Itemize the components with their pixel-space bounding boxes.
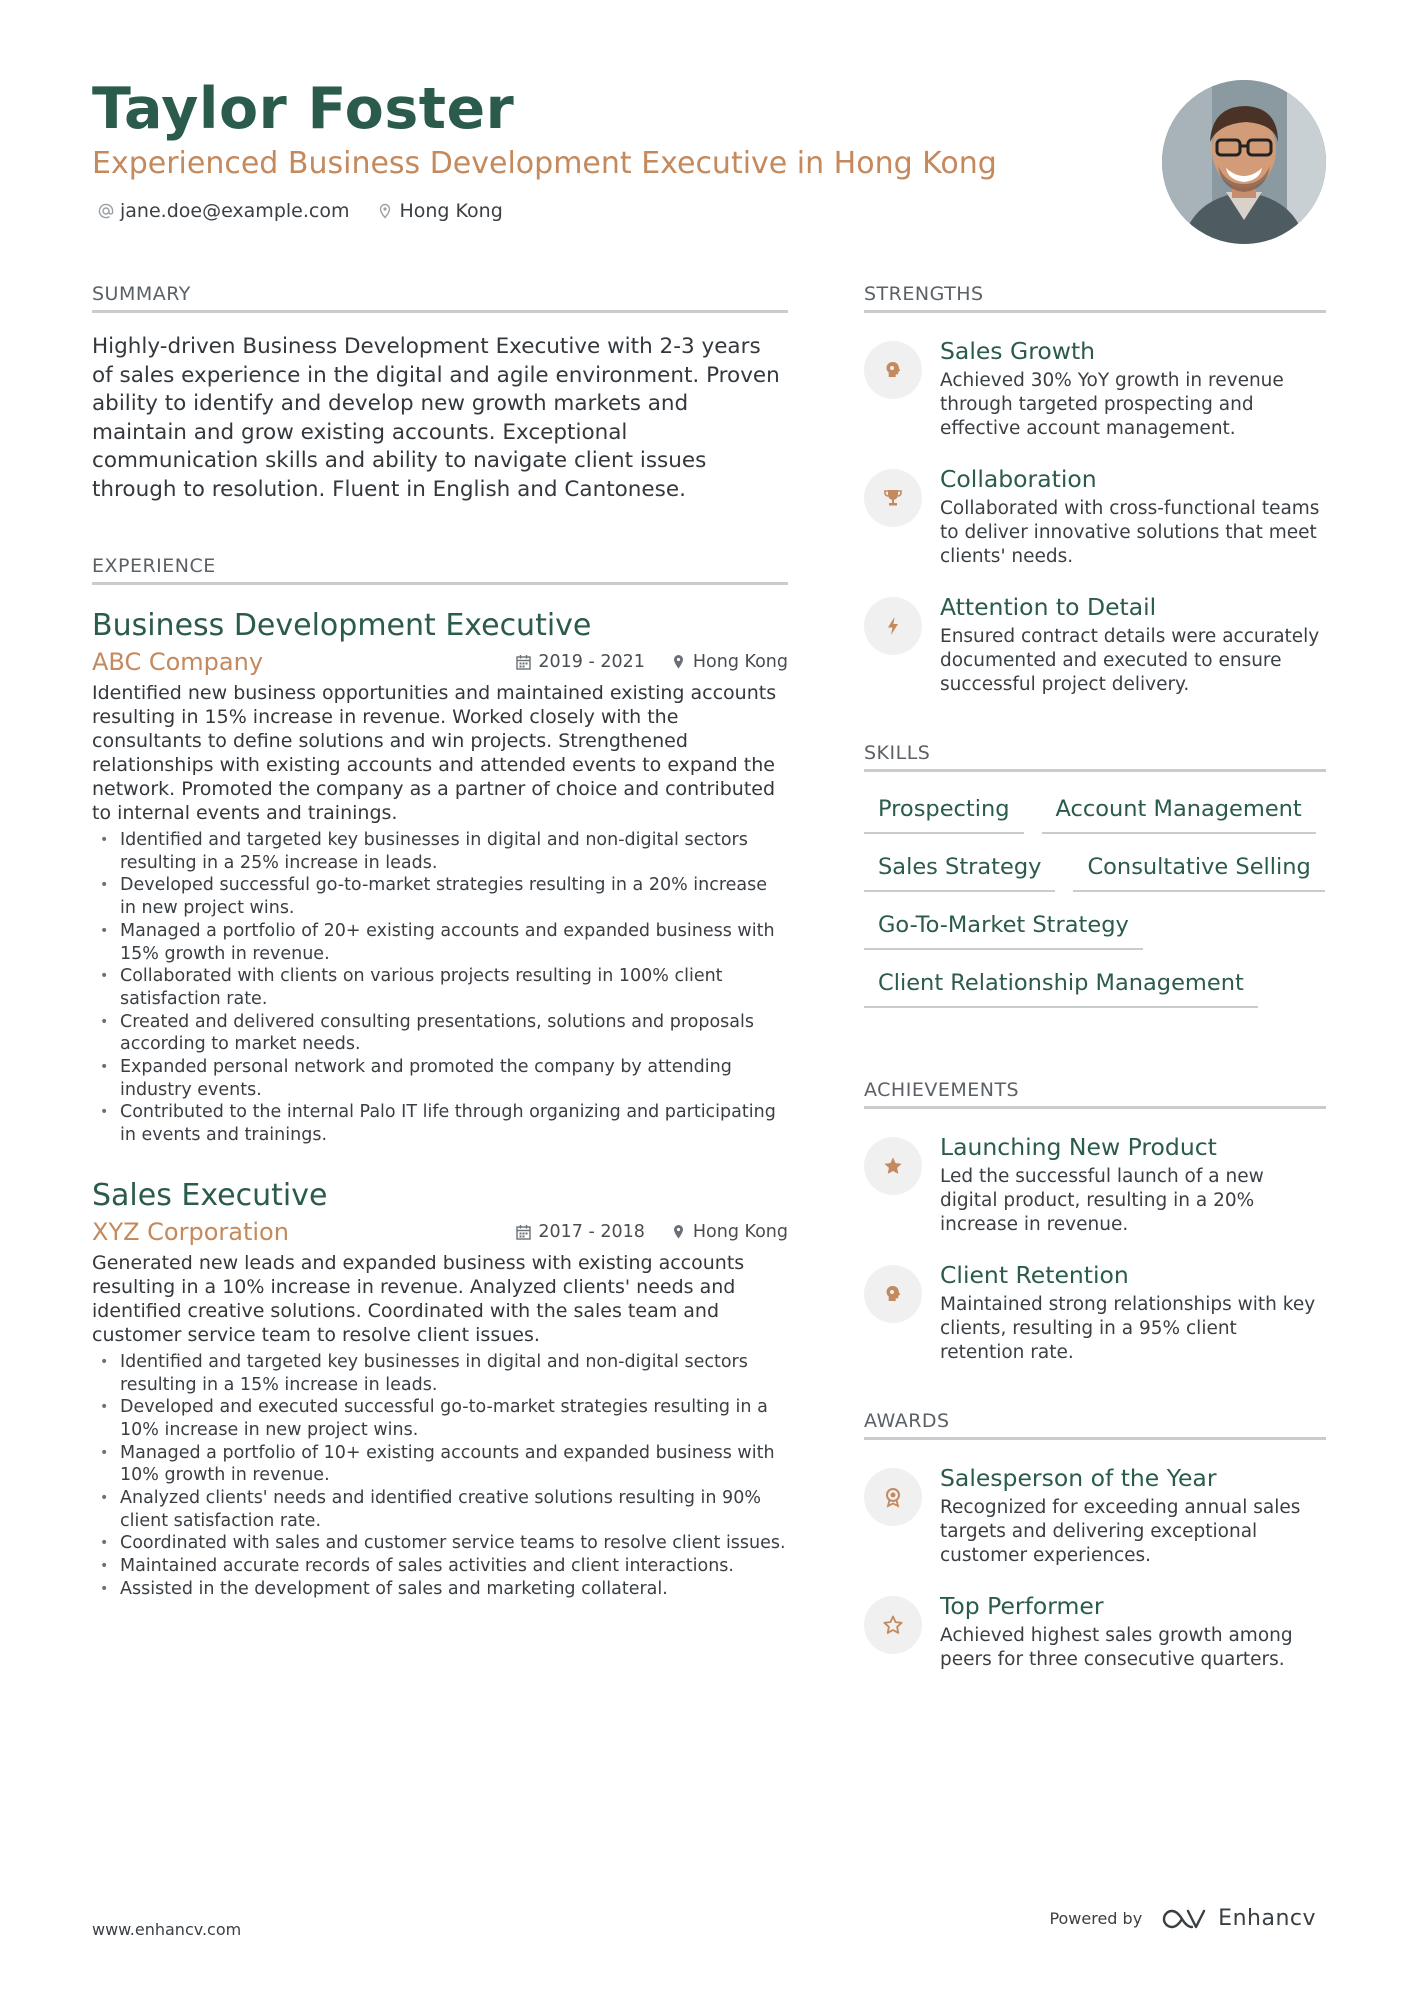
strength-desc: Ensured contract details were accurately documented and executed to ensure successful project delivery. [940, 626, 1320, 695]
job-location [671, 1222, 788, 1242]
job-bullets [92, 1351, 788, 1601]
list-item: • Analyzed clients' needs and identified creative solutions resulting in 90% client satisfaction rate. [92, 1487, 788, 1532]
job-entry [92, 607, 788, 1147]
award-body [940, 1462, 1326, 1568]
skill-tag: Client Relationship Management [864, 962, 1258, 1008]
skills-section [864, 741, 1326, 1008]
award-item [864, 1590, 1326, 1672]
job-entry [92, 1177, 788, 1601]
experience-heading: EXPERIENCE [92, 554, 788, 585]
location-pin-icon [671, 654, 686, 670]
list-item: • Developed successful go-to-market strategies resulting in a 20% increase in new project wins. [92, 874, 788, 919]
strength-title: Attention to Detail [940, 593, 1157, 621]
award-body [940, 1590, 1326, 1672]
brand-name: Enhancv [1218, 1906, 1316, 1931]
contact-row [98, 198, 503, 224]
job-location-text: Hong Kong [692, 652, 788, 672]
achievement-desc: Maintained strong relationships with key clients, resulting in a 95% client retention rate. [940, 1294, 1316, 1363]
summary-section [92, 282, 788, 504]
strength-title: Sales Growth [940, 337, 1096, 365]
award-item [864, 1462, 1326, 1568]
job-title: Sales Executive [92, 1177, 328, 1213]
summary-heading: SUMMARY [92, 282, 788, 313]
strength-body [940, 463, 1326, 569]
achievements-heading: ACHIEVEMENTS [864, 1078, 1326, 1109]
list-item: • Collaborated with clients on various projects resulting in 100% client satisfaction rate. [92, 965, 788, 1010]
achievement-body [940, 1131, 1326, 1237]
star-outline-icon [864, 1596, 922, 1654]
job-location-text: Hong Kong [692, 1221, 788, 1242]
powered-by-text: Powered by [1049, 1909, 1143, 1928]
enhancv-logo-icon [1162, 1907, 1208, 1931]
profile-photo [1162, 80, 1326, 244]
experience-section [92, 554, 788, 1601]
list-item: • Created and delivered consulting presentations, solutions and proposals according to market needs. [92, 1011, 788, 1056]
job-location [671, 652, 788, 672]
company-name: ABC Company [92, 648, 264, 676]
awards-heading: AWARDS [864, 1409, 1326, 1440]
candidate-name: Taylor Foster [92, 76, 515, 142]
job-dates [516, 652, 645, 672]
job-bullets [92, 829, 788, 1147]
job-description: Identified new business opportunities and maintained existing accounts resulting in 15% increase in revenue. Worked closely with the consultants to define solutions and win projects. Strengthened relationships with existing accounts and attended events to expand the network. Promoted the company as a partner of choice and contributed to internal events and trainings. [92, 682, 777, 824]
job-meta [92, 646, 788, 678]
strength-title: Collaboration [940, 465, 1097, 493]
achievement-item [864, 1259, 1326, 1365]
list-item: • Managed a portfolio of 10+ existing accounts and expanded business with 10% growth in revenue. [92, 1442, 788, 1487]
achievement-body [940, 1259, 1326, 1365]
skill-tag: Consultative Selling [1073, 846, 1324, 892]
list-item: • Contributed to the internal Palo IT life through organizing and participating in events and trainings. [92, 1101, 788, 1146]
job-dates-text: 2017 - 2018 [538, 1221, 645, 1242]
brain-icon [864, 1265, 922, 1323]
location-pin-icon [377, 203, 393, 219]
right-column [864, 282, 1326, 1672]
list-item: • Identified and targeted key businesses in digital and non-digital sectors resulting in a 25% increase in leads. [92, 829, 788, 874]
email-text: jane.doe@example.com [120, 200, 350, 222]
brand-logo[interactable] [1162, 1906, 1316, 1931]
achievement-title: Launching New Product [940, 1133, 1217, 1161]
location-text: Hong Kong [399, 200, 503, 222]
achievements-section [864, 1078, 1326, 1365]
job-description: Generated new leads and expanded business with existing accounts resulting in a 10% increase in revenue. Analyzed clients' needs and identified creative solutions. Coordinated with the sales team and customer service team to resolve client issues. [92, 1251, 745, 1346]
achievement-desc: Led the successful launch of a new digital product, resulting in a 20% increase in revenue. [940, 1166, 1264, 1235]
list-item: • Developed and executed successful go-to-market strategies resulting in a 10% increase in new project wins. [92, 1396, 788, 1441]
strength-desc: Achieved 30% YoY growth in revenue through targeted prospecting and effective account management. [940, 370, 1284, 439]
left-column [92, 282, 788, 1601]
skill-tag: Go-To-Market Strategy [864, 904, 1143, 950]
job-title: Business Development Executive [92, 608, 592, 643]
skill-tag: Sales Strategy [864, 846, 1055, 892]
job-dates [516, 1222, 645, 1242]
calendar-icon [516, 1224, 531, 1240]
achievement-title: Client Retention [940, 1261, 1129, 1289]
calendar-icon [516, 654, 531, 670]
list-item: • Identified and targeted key businesses in digital and non-digital sectors resulting in a 15% increase in leads. [92, 1351, 788, 1396]
list-item: • Assisted in the development of sales and marketing collateral. [92, 1578, 788, 1601]
skill-tag: Prospecting [864, 788, 1024, 834]
job-dates-text: 2019 - 2021 [538, 652, 645, 672]
email-contact[interactable] [98, 198, 349, 224]
brain-icon [864, 341, 922, 399]
strength-item [864, 463, 1326, 569]
location-pin-icon [671, 1224, 686, 1240]
job-meta [92, 1216, 788, 1248]
list-item: • Managed a portfolio of 20+ existing accounts and expanded business with 15% growth in revenue. [92, 920, 788, 965]
location-contact [377, 198, 502, 224]
strengths-heading: STRENGTHS [864, 282, 1326, 313]
strength-body [940, 335, 1326, 441]
lightning-icon [864, 597, 922, 655]
award-desc: Achieved highest sales growth among peers for three consecutive quarters. [940, 1625, 1293, 1670]
skill-tag: Account Management [1042, 788, 1316, 834]
trophy-icon [864, 469, 922, 527]
candidate-title: Experienced Business Development Executive in Hong Kong [92, 146, 997, 181]
list-item: • Coordinated with sales and customer service teams to resolve client issues. [92, 1532, 788, 1555]
summary-text: Highly-driven Business Development Executive with 2-3 years of sales experience in the digital and agile environment. Proven ability to identify and develop new growth markets and maintain and grow existing accounts. Exceptional communication skills and ability to navigate client issues through to resolution. Fluent in English and Cantonese. [92, 334, 780, 502]
strength-item [864, 335, 1326, 441]
award-title: Salesperson of the Year [940, 1464, 1217, 1492]
skills-list [864, 788, 1326, 1008]
skills-heading: SKILLS [864, 741, 1326, 772]
award-title: Top Performer [940, 1592, 1104, 1620]
job-meta-right [516, 1222, 788, 1242]
award-desc: Recognized for exceeding annual sales targets and delivering exceptional customer experiences. [940, 1497, 1301, 1566]
awards-section [864, 1409, 1326, 1672]
strengths-section [864, 282, 1326, 697]
strength-body [940, 591, 1326, 697]
achievement-item [864, 1131, 1326, 1237]
job-meta-right [516, 652, 788, 672]
strength-desc: Collaborated with cross-functional teams to deliver innovative solutions that meet clients' needs. [940, 498, 1320, 567]
footer-branding [1049, 1906, 1316, 1931]
medal-icon [864, 1468, 922, 1526]
footer-website[interactable]: www.enhancv.com [92, 1920, 242, 1939]
at-icon [98, 203, 114, 219]
star-icon [864, 1137, 922, 1195]
list-item: • Maintained accurate records of sales activities and client interactions. [92, 1555, 788, 1578]
list-item: • Expanded personal network and promoted the company by attending industry events. [92, 1056, 788, 1101]
avatar-illustration [1162, 80, 1326, 244]
company-name: XYZ Corporation [92, 1217, 289, 1246]
strength-item [864, 591, 1326, 697]
